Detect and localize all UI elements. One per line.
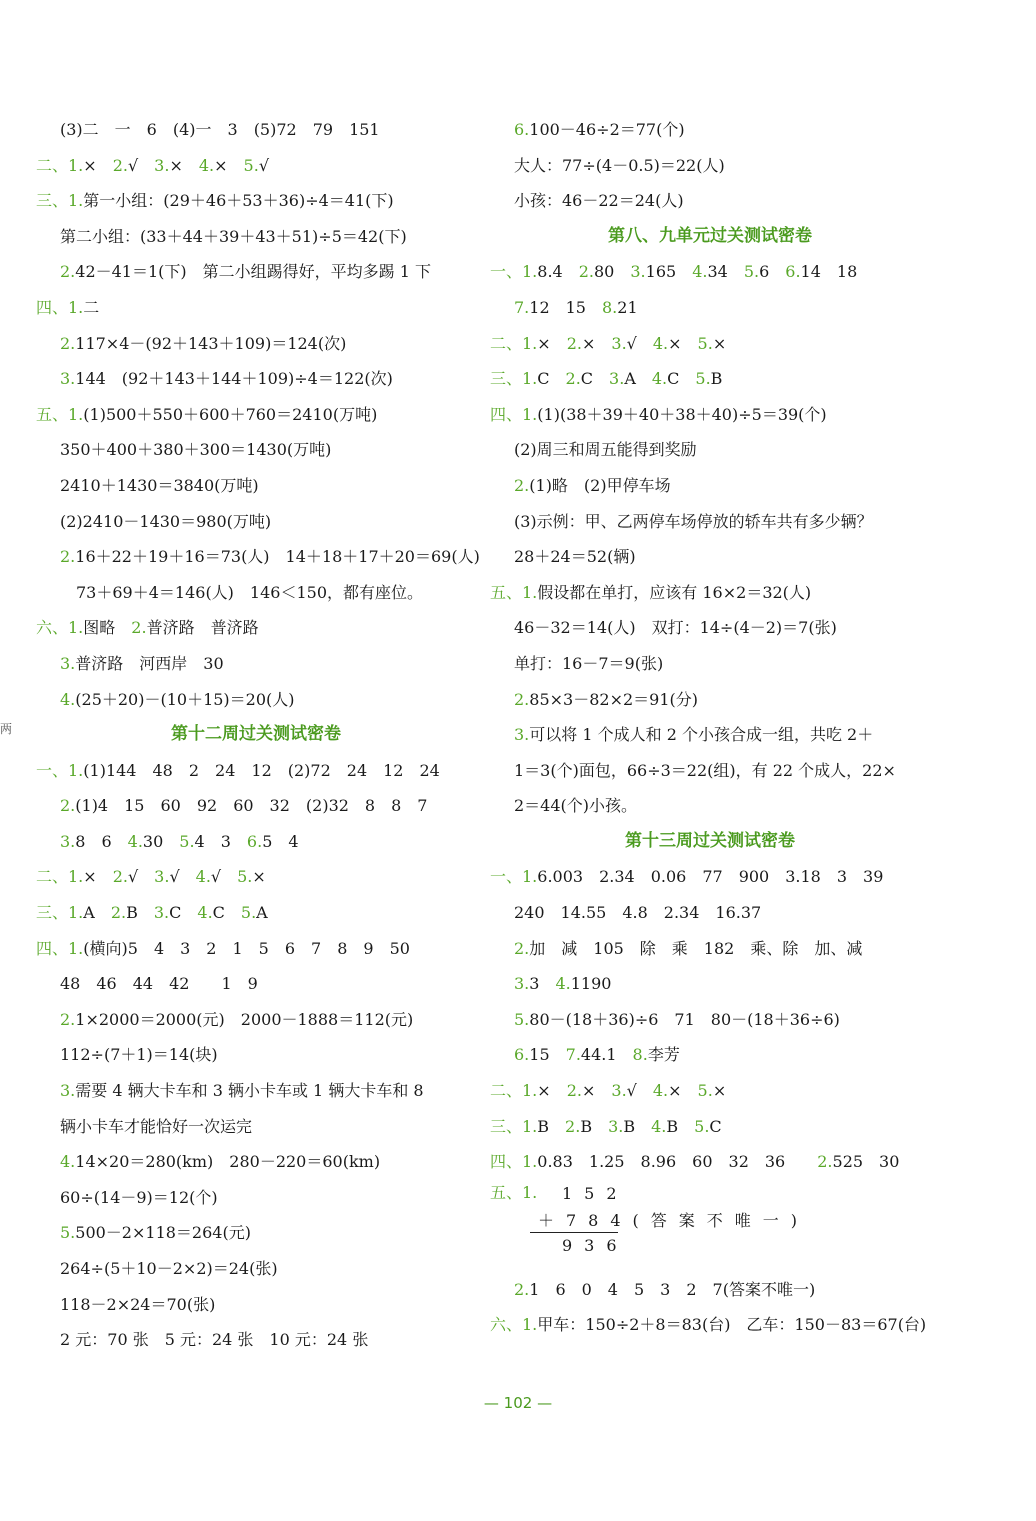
answer-text: 14 18 [800,262,858,282]
answer-text: 1×2000＝2000(元) 2000－1888＝112(元) [75,1009,414,1029]
right-column [490,112,930,1343]
section-title: 第十三周过关测试密卷 [625,830,795,851]
answer-line [490,361,930,397]
question-label: 三、1. [490,1116,538,1136]
question-label: 3. [611,333,627,353]
answer-line: 60÷(14－9)＝12(个) [60,1187,218,1207]
answer-line [490,468,930,504]
answer-line: 240 14.55 4.8 2.34 16.37 [514,903,762,923]
answer-line: 48 46 44 42 1 9 [60,974,258,994]
question-label: 四、1. [490,1152,538,1172]
answer-text: B [623,1116,652,1136]
sum-rule [530,1232,618,1233]
answer-text: × [252,867,266,887]
answer-text: √ [210,867,238,887]
answer-text: × [214,155,244,175]
question-label: 三、1. [490,369,538,389]
margin-mark: 两 [0,722,13,736]
answer-line [36,1144,476,1180]
answer-text: × [581,1081,612,1101]
answer-line [36,326,476,362]
answer-text: √ [169,867,196,887]
left-column [36,112,480,1358]
answer-text: √ [626,333,653,353]
answer-text: 80 [594,262,631,282]
answer-text: 4 3 [194,831,247,851]
question-label: 5. [514,1009,530,1029]
section-title: 第八、九单元过关测试密卷 [608,225,812,246]
answer-line [490,966,930,1002]
answer-line: 1＝3(个)面包，66÷3＝22(组)，有 22 个成人，22× [514,760,896,780]
answer-line [490,1037,930,1073]
answer-line: (2)周三和周五能得到奖励 [514,440,697,460]
answer-text: C [580,369,610,389]
answer-text: × [83,867,113,887]
answer-line [490,575,930,611]
answer-line: 350＋400＋380＋300＝1430(万吨) [60,440,332,460]
question-label: 3. [154,155,170,175]
question-label: 2. [131,618,147,638]
answer-text: 44.1 [580,1045,633,1065]
answer-line [490,859,930,895]
sum-row: 936 [562,1235,629,1255]
answer-line [490,1109,930,1145]
answer-text: 42－41＝1(下) 第二小组踢得好，平均多踢 1 下 [75,262,432,282]
answer-text: 甲车：150÷2＋8＝83(台) 乙车：150－83＝67(台) [537,1315,927,1335]
answer-text: 14×20＝280(km) 280－220＝60(km) [75,1152,381,1172]
answer-line: 2410＋1430＝3840(万吨) [60,475,259,495]
answer-text: 21 [617,297,638,317]
answer-line [490,682,930,718]
answer-text: × [169,155,199,175]
answer-line: 2 元：70 张 5 元：24 张 10 元：24 张 [60,1330,369,1350]
answer-text: × [537,1081,567,1101]
answer-text: C [667,369,696,389]
answer-line [36,646,476,682]
answer-line [36,183,476,219]
answer-line: 112÷(7＋1)＝14(块) [60,1045,218,1065]
question-label: 5. [695,369,711,389]
vertical-addition [490,1180,930,1272]
answer-text: (1)(38＋39＋40＋38＋40)÷5＝39(个) [537,404,827,424]
question-label: 二、1. [36,155,84,175]
answer-line [490,1073,930,1109]
answer-line [36,753,476,789]
question-label: 五、1. [36,404,84,424]
answer-line: 118－2×24＝70(张) [60,1294,216,1314]
answer-line [36,895,476,931]
answer-line [36,397,476,433]
question-label: 4. [195,867,211,887]
answer-line [490,1272,930,1308]
answer-text: B [710,369,723,389]
answer-text: √ [127,867,155,887]
answer-line: 大人：77÷(4－0.5)＝22(人) [514,155,725,175]
question-label: 二、1. [490,333,538,353]
answer-text: 15 [529,1045,566,1065]
answer-text: 525 30 [832,1152,900,1172]
question-label: 2. [112,155,128,175]
answer-text: 117×4－(92＋143＋109)＝124(次) [75,333,347,353]
answer-line [490,717,930,753]
question-label: 一、1. [490,867,538,887]
question-label: 3. [154,867,170,887]
answer-text: × [712,333,727,353]
question-label: 8. [602,297,618,317]
answer-text: 85×3－82×2＝91(分) [529,689,699,709]
answer-text: A [83,903,111,923]
answer-text: 144 (92＋143＋144＋109)÷4＝122(次) [75,369,393,389]
answer-text: × [668,1081,698,1101]
answer-text: 6 [759,262,786,282]
question-label: 2. [514,1279,530,1299]
answer-text: C [212,903,241,923]
question-label: 三、1. [36,903,84,923]
question-label: 2. [110,903,127,923]
answer-text: 普济路 河西岸 30 [75,653,224,673]
answer-text: (1)略 (2)甲停车场 [529,475,671,495]
question-label: 5. [243,155,259,175]
answer-line [36,931,476,967]
answer-line [36,148,476,184]
question-label: 4. [60,689,76,709]
question-label: 5. [179,831,195,851]
question-label: 四、1. [36,938,84,958]
answer-text: 16＋22＋19＋16＝73(人) 14＋18＋17＋20＝69(人) [75,547,480,567]
question-label: 2. [60,796,76,816]
answer-text: (1)4 15 60 92 60 32 (2)32 8 8 7 [75,796,428,816]
question-label: 2. [112,867,128,887]
answer-text: C [709,1116,722,1136]
question-label: 三、1. [36,191,84,211]
question-label: 3. [60,369,76,389]
answer-text: × [83,155,113,175]
question-label: 2. [817,1152,833,1172]
answer-text: 8 6 [75,831,128,851]
answer-text: 李芳 [647,1045,680,1065]
question-label: 5. [743,262,760,282]
answer-text: 80－(18＋36)÷6 71 80－(18＋36÷6) [529,1009,840,1029]
answer-text: √ [258,155,270,175]
question-label: 3. [608,1116,624,1136]
answer-line [36,682,476,718]
answer-text: B [666,1116,695,1136]
answer-line [36,290,476,326]
question-label: 4. [652,1081,669,1101]
question-label: 6. [246,831,263,851]
answer-line: 28＋24＝52(辆) [514,547,636,567]
question-label: 3. [153,903,170,923]
answer-text: 30 [142,831,180,851]
answer-line [490,1307,930,1343]
question-label: 4. [692,262,708,282]
question-label: 3. [514,725,530,745]
question-label: 四、1. [36,297,84,317]
answer-line [490,397,930,433]
answer-line [490,1144,930,1180]
addend-row: ＋784(答案不唯一) [538,1210,810,1230]
question-label: 2. [60,333,76,353]
question-label: 4. [197,903,213,923]
question-label: 5. [60,1223,76,1243]
answer-text: 165 [645,262,693,282]
question-label: 2. [514,475,530,495]
question-label: 2. [565,1116,581,1136]
answer-line [36,1002,476,1038]
answer-text: (1)500＋550＋600＋760＝2410(万吨) [83,404,378,424]
answer-text: √ [127,155,155,175]
section-title: 第十二周过关测试密卷 [171,724,341,745]
question-label: 二、1. [490,1081,538,1101]
answer-line [36,1073,476,1109]
answer-text: C [169,903,198,923]
question-label: 6. [785,262,801,282]
answer-text: 需要 4 辆大卡车和 3 辆小卡车或 1 辆大卡车和 8 [75,1081,424,1101]
answer-line: 第二小组：(33＋44＋39＋43＋51)÷5＝42(下) [60,226,407,246]
answer-line [36,824,476,860]
answer-text: × [537,333,567,353]
question-label: 3. [609,369,625,389]
question-label: 二、1. [36,867,84,887]
answer-line: (2)2410－1430＝980(万吨) [60,511,272,531]
answer-line [490,1002,930,1038]
question-label: 3. [514,974,530,994]
question-label: 3. [60,653,76,673]
answer-line [36,788,476,824]
answer-text: 加 减 105 除 乘 182 乘、除 加、减 [529,938,863,958]
question-label: 7. [565,1045,581,1065]
answer-text: (25＋20)－(10＋15)＝20(人) [75,689,295,709]
question-label: 2. [514,689,530,709]
question-label: 5. [694,1116,710,1136]
answer-line: 小孩：46－22＝24(人) [514,191,684,211]
question-label: 五、1. [490,582,538,602]
answer-text: A [624,369,652,389]
question-label: 4. [555,974,571,994]
answer-line [36,254,476,290]
answer-text: 1 6 0 4 5 3 2 7(答案不唯一) [529,1279,816,1299]
question-label: 3. [611,1081,627,1101]
question-label: 一、1. [490,262,538,282]
answer-text: 1190 [570,974,612,994]
answer-line: (3)二 一 6 (4)一 3 (5)72 79 151 [60,120,380,139]
question-label: 五、1. [490,1182,538,1202]
answer-text: B [537,1116,566,1136]
answer-line [490,254,930,290]
question-label: 2. [566,333,582,353]
question-label: 5. [697,333,713,353]
answer-line: 73＋69＋4＝146(人) 146＜150，都有座位。 [76,582,424,602]
question-label: 六、1. [490,1315,538,1335]
answer-text: × [668,333,698,353]
answer-text: B [580,1116,609,1136]
question-label: 六、1. [36,618,84,638]
answer-line: (3)示例：甲、乙两停车场停放的轿车共有多少辆？ [514,511,873,531]
question-label: 2. [514,938,530,958]
question-label: 5. [237,867,253,887]
answer-text: 5 4 [262,831,299,851]
answer-line [490,326,930,362]
answer-text: (横向)5 4 3 2 1 5 6 7 8 9 50 [83,938,410,958]
answer-text: 3 [529,974,556,994]
question-label: 3. [630,262,646,282]
answer-text: 第一小组：(29＋46＋53＋36)÷4＝41(下) [83,191,394,211]
answer-line [490,290,930,326]
question-label: 4. [651,369,668,389]
question-label: 2. [60,262,76,282]
answer-text: × [712,1081,727,1101]
answer-line [490,931,930,967]
question-label: 四、1. [490,404,538,424]
answer-text: 34 [707,262,744,282]
page-number: — 102 — [483,1394,553,1412]
question-label: 3. [60,831,76,851]
answer-text: 500－2×118＝264(元) [75,1223,251,1243]
question-label: 4. [60,1152,76,1172]
question-label: 2. [578,262,594,282]
question-label: 4. [651,1116,667,1136]
question-label: 6. [514,1045,530,1065]
question-label: 2. [60,1009,76,1029]
answer-line [36,859,476,895]
answer-text: B [126,903,154,923]
answer-text: 0.83 1.25 8.96 60 32 36 [537,1152,818,1172]
answer-text: × [581,333,612,353]
question-label: 7. [514,297,530,317]
answer-line [36,1215,476,1251]
answer-text: 6.003 2.34 0.06 77 900 3.18 3 39 [537,867,884,887]
answer-line: 2＝44(个)小孩。 [514,796,638,816]
answer-text: 图略 [83,618,132,638]
question-label: 8. [632,1045,648,1065]
question-label: 5. [240,903,257,923]
question-label: 2. [566,1081,582,1101]
answer-line: 单打：16－7＝9(张) [514,653,664,673]
question-label: 2. [60,547,76,567]
answer-line [490,112,930,148]
question-label: 4. [652,333,669,353]
answer-line: 264÷(5＋10－2×2)＝24(张) [60,1259,278,1278]
question-label: 4. [127,831,143,851]
question-label: 3. [60,1081,76,1101]
answer-text: 100－46÷2＝77(个) [529,120,685,139]
answer-text: 12 15 [529,297,602,317]
question-label: 2. [565,369,581,389]
answer-line [36,361,476,397]
question-label: 4. [198,155,215,175]
answer-text: 假设都在单打，应该有 16×2＝32(人) [537,582,812,602]
question-label: 5. [697,1081,713,1101]
answer-text: √ [626,1081,653,1101]
answer-line: 46－32＝14(人) 双打：14÷(4－2)＝7(张) [514,618,837,638]
answer-text: 8.4 [537,262,579,282]
answer-text: (1)144 48 2 24 12 (2)72 24 12 24 [83,760,440,780]
question-label: 6. [514,120,530,139]
addend-row: 152 [562,1183,629,1203]
answer-line [36,610,476,646]
question-label: 一、1. [36,760,84,780]
answer-text: 二 [83,297,100,317]
answer-text: 可以将 1 个成人和 2 个小孩合成一组，共吃 2＋ [529,725,874,745]
answer-text: C [537,369,566,389]
answer-line [36,539,480,575]
answer-line: 辆小卡车才能恰好一次运完 [60,1116,253,1136]
answer-text: A [256,903,268,923]
answer-text: 普济路 普济路 [146,618,259,638]
